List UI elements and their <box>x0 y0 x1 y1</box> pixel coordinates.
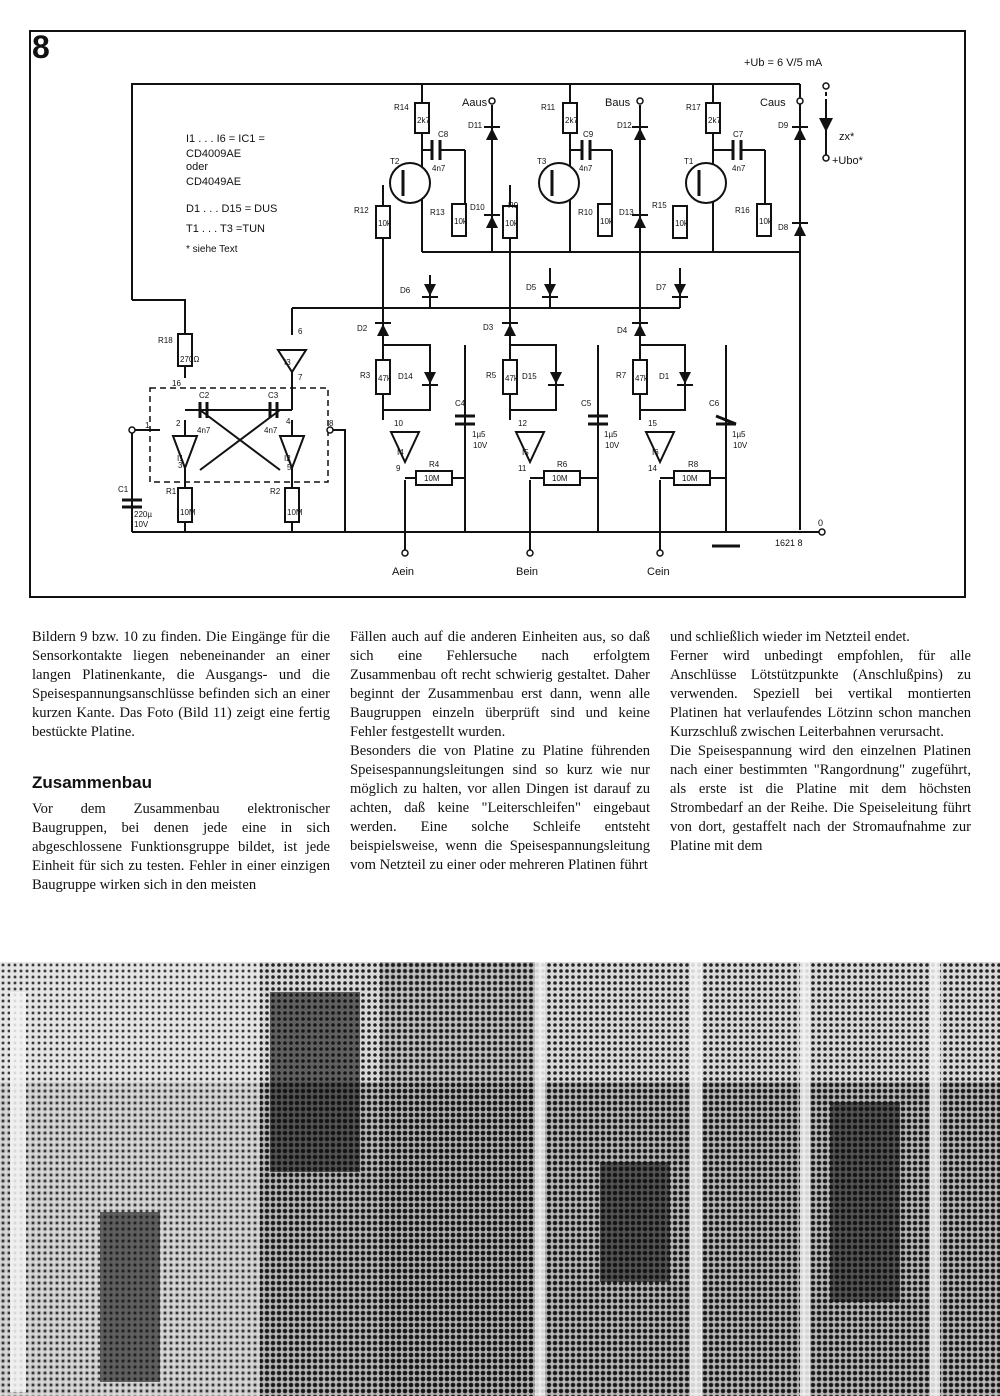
r2-label: R2 <box>270 487 281 496</box>
c5-value: 1µ5 <box>604 430 618 439</box>
pin-12: 12 <box>518 419 527 428</box>
c8-value: 4n7 <box>432 164 446 173</box>
c4-volt: 10V <box>473 441 488 450</box>
r9-value: 10k <box>505 219 518 228</box>
c3-value: 4n7 <box>264 426 278 435</box>
circuit-schematic <box>0 0 1000 610</box>
c6-label: C6 <box>709 399 720 408</box>
figure-code: 1621 8 <box>775 538 803 548</box>
paragraph: Vor dem Zusammenbau elektronischer Baugruppen, bei denen jede eine in sich abgeschlossene Funktionsgruppe bildet, ist jede Einheit für sich zu testen. Fehler in einer einzigen Baugruppe wirken sich in den meisten <box>32 801 330 893</box>
r10-label: R10 <box>578 208 593 217</box>
r10-value: 10k <box>600 217 613 226</box>
i3-label: I3 <box>284 358 291 367</box>
ground-label: 0 <box>818 518 824 528</box>
c6-value: 1µ5 <box>732 430 746 439</box>
note-line-2: CD4009AE <box>186 148 242 160</box>
output-b-label: Baus <box>605 97 631 109</box>
text-column-3 <box>670 628 971 856</box>
zener-label: zx* <box>839 131 855 143</box>
d14-label: D14 <box>398 372 413 381</box>
paragraph: Besonders die von Platine zu Platine führenden Speisespannungsleitungen sind so kurz wie nur möglich zu halten, vor allen Dingen ist darauf zu achten, daß keine "Leiterschleifen" eingebaut werden. Eine solche Schleife entsteht beispielsweise, wenn die Speisespannungsleitung vom Netzteil zu einer oder mehreren Platinen führt <box>350 743 650 873</box>
i5-label: I5 <box>522 448 529 457</box>
transistor-t2 <box>390 163 430 203</box>
r8-label: R8 <box>688 460 699 469</box>
r3-label: R3 <box>360 371 371 380</box>
r9-label: R9 <box>508 201 519 210</box>
c4-value: 1µ5 <box>472 430 486 439</box>
r17-label: R17 <box>686 103 701 112</box>
board-photo <box>0 962 1000 1396</box>
d1-label: D1 <box>659 372 670 381</box>
note-line-7: * siehe Text <box>186 244 238 255</box>
section-heading: Zusammenbau <box>32 773 152 792</box>
pin-9: 9 <box>396 464 401 473</box>
pin-16: 16 <box>172 379 181 388</box>
i4-label: I4 <box>397 448 404 457</box>
d7-label: D7 <box>656 283 667 292</box>
pin-10: 10 <box>394 419 403 428</box>
t1-label: T1 <box>684 157 694 166</box>
input-b-label: Bein <box>516 566 539 578</box>
pin-11: 11 <box>518 464 527 473</box>
paragraph: Fällen auch auf die anderen Einheiten aus, so daß sich eine Fehlersuche nach erfolgtem Zusammenbau oft recht schwierig gestaltet. Daher beginnt der Zusammenbau erst dann, wenn alle Baugruppen einzeln überprüft sind und keine Fehler festgestellt wurden. <box>350 629 650 740</box>
c4-label: C4 <box>455 399 466 408</box>
r5-value: 47k <box>505 374 518 383</box>
c3-label: C3 <box>268 391 279 400</box>
r7-value: 47k <box>635 374 648 383</box>
transistor-t1 <box>686 163 726 203</box>
r18-value: 270Ω <box>180 355 200 364</box>
c2-value: 4n7 <box>197 426 211 435</box>
c1-volt: 10V <box>134 520 149 529</box>
inverter-i1 <box>173 436 197 468</box>
ubo-label: +Ubo* <box>832 155 863 167</box>
pin-6: 6 <box>298 327 303 336</box>
r4-label: R4 <box>429 460 440 469</box>
pin-2: 2 <box>176 419 181 428</box>
pin-7: 7 <box>298 373 303 382</box>
d10-label: D10 <box>470 203 485 212</box>
r18-label: R18 <box>158 336 173 345</box>
d12-label: D12 <box>617 121 632 130</box>
pin-15: 15 <box>648 419 657 428</box>
paragraph: Ferner wird unbedingt empfohlen, für alle Anschlüsse Lötstützpunkte (Anschlußpins) zu verwenden. Speziell bei vertikal montierten Platinen hat verlaufendes Lötzinn schon manchen Kurzschluß zwischen Leiterbahnen verursacht. <box>670 648 971 740</box>
r1-value: 10M <box>180 508 196 517</box>
r13-label: R13 <box>430 208 445 217</box>
input-a-label: Aein <box>392 566 415 578</box>
r6-value: 10M <box>552 474 568 483</box>
d5-label: D5 <box>526 283 537 292</box>
text-column-1 <box>32 628 330 895</box>
supply-label: +Ub = 6 V/5 mA <box>744 57 823 69</box>
pin-5: 5 <box>287 463 292 472</box>
i2-label: I2 <box>284 454 291 463</box>
paragraph: Die Speisespannung wird den einzelnen Platinen nach einer bestimmten "Rangordnung" zugeführt, als erste ist die Platine mit dem höchsten Strombedarf an der Reihe. Die Speiseleitung führt von dort, gestaffelt nach der Stromaufnahme zur Platine mit dem <box>670 743 971 854</box>
r3-value: 47k <box>378 374 391 383</box>
d3-label: D3 <box>483 323 494 332</box>
r6-label: R6 <box>557 460 568 469</box>
output-a-label: Aaus <box>462 97 488 109</box>
r13-value: 10k <box>454 217 467 226</box>
r14-label: R14 <box>394 103 409 112</box>
c6-volt: 10V <box>733 441 748 450</box>
r1-label: R1 <box>166 487 177 496</box>
d8-label: D8 <box>778 223 789 232</box>
c9-value: 4n7 <box>579 164 593 173</box>
r14-value: 2k7 <box>417 116 430 125</box>
c2-label: C2 <box>199 391 210 400</box>
r15-value: 10k <box>675 219 688 228</box>
r4-value: 10M <box>424 474 440 483</box>
pin-1: 1 <box>145 421 150 430</box>
c1-value: 220µ <box>134 510 152 519</box>
c5-label: C5 <box>581 399 592 408</box>
note-line-4: CD4049AE <box>186 176 242 188</box>
c8-label: C8 <box>438 130 449 139</box>
r8-value: 10M <box>682 474 698 483</box>
r17-value: 2k7 <box>708 116 721 125</box>
t2-label: T2 <box>390 157 400 166</box>
c7-label: C7 <box>733 130 744 139</box>
inverter-i6 <box>646 432 674 462</box>
i6-label: I6 <box>652 448 659 457</box>
pin-8: 8 <box>329 419 334 428</box>
inverter-i2 <box>280 436 304 468</box>
input-c-label: Cein <box>647 566 670 578</box>
note-line-1: I1 . . . I6 = IC1 = <box>186 133 265 145</box>
note-line-3: oder <box>186 161 209 173</box>
d6-label: D6 <box>400 286 411 295</box>
pin-14: 14 <box>648 464 657 473</box>
c9-label: C9 <box>583 130 594 139</box>
pin-4: 4 <box>286 417 291 426</box>
r12-value: 10k <box>378 219 391 228</box>
d9-label: D9 <box>778 121 789 130</box>
r11-label: R11 <box>541 103 556 112</box>
d11-label: D11 <box>468 121 483 130</box>
transistor-t3 <box>539 163 579 203</box>
c5-volt: 10V <box>605 441 620 450</box>
t3-label: T3 <box>537 157 547 166</box>
inverter-i4 <box>391 432 419 462</box>
r5-label: R5 <box>486 371 497 380</box>
note-line-5: D1 . . . D15 = DUS <box>186 203 278 215</box>
figure-number: 8 <box>32 29 50 65</box>
d13-label: D13 <box>619 208 634 217</box>
r7-label: R7 <box>616 371 627 380</box>
output-c-label: Caus <box>760 97 786 109</box>
paragraph: Bildern 9 bzw. 10 zu finden. Die Eingänge für die Sensorkontakte liegen nebeneinander an einer langen Platinenkante, die Ausgangs- und die Speisespannungsanschlüsse befinden sich an einer kurzen Kante. Das Foto (Bild 11) zeigt eine fertig bestückte Platine. <box>32 629 330 740</box>
d15-label: D15 <box>522 372 537 381</box>
c1-label: C1 <box>118 485 129 494</box>
c7-value: 4n7 <box>732 164 746 173</box>
r11-value: 2k7 <box>565 116 578 125</box>
text-column-2 <box>350 628 650 875</box>
inverter-i5 <box>516 432 544 462</box>
d2-label: D2 <box>357 324 368 333</box>
inverter-i3 <box>278 350 306 372</box>
pin-3: 3 <box>178 461 183 470</box>
r2-value: 10M <box>287 508 303 517</box>
r16-label: R16 <box>735 206 750 215</box>
r15-label: R15 <box>652 201 667 210</box>
paragraph: und schließlich wieder im Netzteil endet. <box>670 629 910 645</box>
i1-label: I1 <box>177 454 184 463</box>
r12-label: R12 <box>354 206 369 215</box>
r16-value: 10k <box>759 217 772 226</box>
d4-label: D4 <box>617 326 628 335</box>
note-line-6: T1 . . . T3 =TUN <box>186 223 265 235</box>
